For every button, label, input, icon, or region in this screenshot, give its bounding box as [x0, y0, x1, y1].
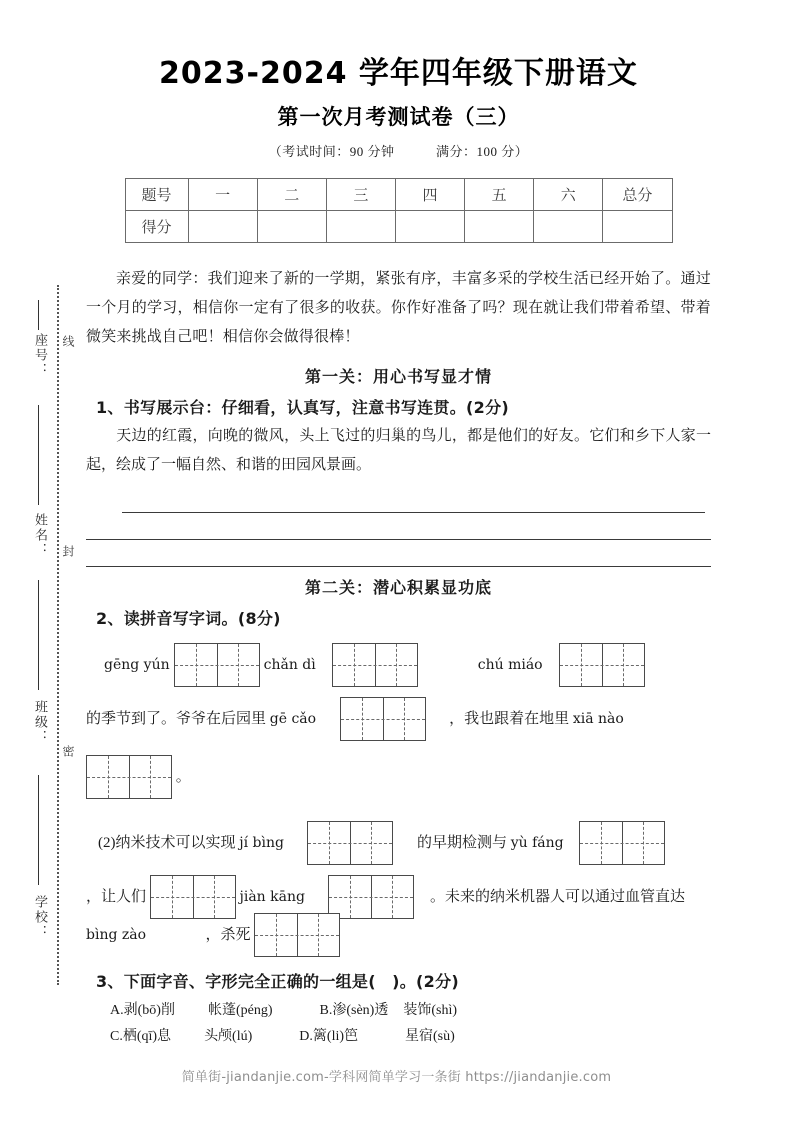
option-a-text1: 剥(bō)削	[123, 1003, 175, 1018]
grid-box-jiankang[interactable]	[150, 875, 236, 919]
score-col-6: 六	[534, 179, 603, 211]
s1-part1: 的季节到了。爷爷在后园里	[86, 711, 267, 727]
score-cell-1[interactable]	[188, 211, 257, 243]
grid-hdash	[580, 843, 664, 844]
page-title: 2023-2024 学年四年级下册语文	[159, 56, 638, 91]
score-col-3: 三	[326, 179, 395, 211]
grid-vdash-a	[196, 644, 197, 686]
score-table-label-qno: 题号	[125, 179, 188, 211]
score-col-total: 总分	[603, 179, 672, 211]
grid-vdash-a	[601, 822, 602, 864]
exam-info	[86, 141, 711, 160]
score-cell-5[interactable]	[465, 211, 534, 243]
seal-dotted-line	[57, 285, 59, 985]
pinyin-xianao: xiā nào	[572, 711, 624, 727]
option-d-text1: 篱(li)笆	[312, 1029, 359, 1044]
fill-sentence-1	[86, 697, 711, 741]
pinyin-jiankang: jiàn kāng	[239, 889, 305, 905]
grid-box-bingzao[interactable]	[254, 913, 340, 957]
s2-part3: ，让人们	[86, 889, 147, 905]
seal-divider-1	[38, 300, 39, 330]
grid-vdash-b	[623, 644, 624, 686]
question-1-heading: 1、书写展示台：仔细看，认真写，注意书写连贯。(2分)	[96, 398, 509, 417]
option-b-text2: 装饰(shì)	[403, 1003, 458, 1018]
grid-hdash	[255, 935, 339, 936]
exam-duration: （考试时间：90 分钟	[268, 144, 395, 159]
seal-char-seal: 封	[61, 545, 75, 557]
s2-part2: 的早期检测与	[416, 835, 507, 851]
page-footer-watermark: 简单街-jiandanjie.com-学科网简单学习一条街 https://jiandanjie.com	[181, 1070, 612, 1085]
grid-vdash-a	[276, 914, 277, 956]
grid-vdash-a	[350, 876, 351, 918]
grid-box-chumiao[interactable]	[559, 643, 645, 687]
section-heading-gate-2: 第二关：潜心积累显功底	[304, 578, 492, 597]
seal-char-line: 线	[61, 335, 75, 347]
grid-vdash-a	[108, 756, 109, 798]
option-a-label[interactable]: A.	[110, 1003, 124, 1018]
score-cell-total[interactable]	[603, 211, 672, 243]
handwriting-answer-area	[86, 486, 711, 567]
grid-hdash	[333, 665, 417, 666]
question-3-options-row-1	[86, 998, 711, 1024]
option-d-text2: 星宿(sù)	[405, 1029, 455, 1044]
option-c-text2: 头颅(lú)	[204, 1029, 253, 1044]
pinyin-gengyun: gēng yún	[104, 657, 170, 673]
fill-sentence-2-tail	[86, 913, 711, 957]
section-heading-gate-1: 第一关：用心书写显才情	[304, 367, 492, 386]
seal-divider-3	[38, 580, 39, 690]
pinyin-gecao: gē cǎo	[269, 711, 317, 727]
option-a-text2: 帐蓬(péng)	[207, 1003, 273, 1018]
student-name-label: 姓名：	[32, 513, 47, 558]
score-col-5: 五	[465, 179, 534, 211]
school-label: 学校：	[32, 895, 47, 940]
score-table	[125, 178, 673, 243]
intro-text: 亲爱的同学：我们迎来了新的一学期，紧张有序，丰富多采的学校生活已经开始了。通过一个月的学习，相信你一定有了很多的收获。你作好准备了吗？现在就让我们带着希望、带着微笑来挑战自己吧！相信你会做得很棒！	[86, 271, 711, 345]
grid-box-s2-extra[interactable]	[328, 875, 414, 919]
grid-vdash-b	[371, 822, 372, 864]
score-cell-2[interactable]	[257, 211, 326, 243]
grid-vdash-a	[172, 876, 173, 918]
class-label: 班级：	[32, 700, 47, 745]
grid-hdash	[175, 665, 259, 666]
write-line-2[interactable]	[86, 513, 711, 540]
grid-box-xianao[interactable]	[86, 755, 172, 799]
grid-box-gengyun[interactable]	[174, 643, 260, 687]
option-b-text1: 渗(sèn)透	[332, 1003, 389, 1018]
write-line-3[interactable]	[86, 540, 711, 567]
intro-paragraph	[86, 265, 711, 352]
s1-part3: 。	[175, 769, 191, 785]
write-line-1[interactable]	[122, 486, 705, 513]
seat-number-label: 座号：	[32, 333, 47, 378]
score-col-2: 二	[257, 179, 326, 211]
s1-part2: ，我也跟着在地里	[449, 711, 570, 727]
pinyin-chumiao: chú miáo	[477, 657, 543, 673]
grid-vdash-b	[396, 644, 397, 686]
grid-hdash	[87, 777, 171, 778]
grid-vdash-b	[214, 876, 215, 918]
grid-box-chandi[interactable]	[332, 643, 418, 687]
page-subtitle: 第一次月考测试卷（三）	[277, 105, 520, 129]
pinyin-jibing: jí bìng	[239, 835, 284, 851]
grid-vdash-a	[581, 644, 582, 686]
seal-line-strip	[0, 0, 78, 1122]
table-row-header	[125, 179, 672, 211]
option-b-label[interactable]: B.	[319, 1003, 333, 1018]
s2-part4: 。未来的纳米机器人可以通过血管直达	[429, 889, 685, 905]
exam-paper-body	[86, 0, 711, 1050]
pinyin-word-row	[86, 643, 711, 687]
grid-vdash-b	[238, 644, 239, 686]
score-cell-6[interactable]	[534, 211, 603, 243]
grid-hdash	[329, 897, 413, 898]
seal-char-secret: 密	[61, 745, 75, 757]
option-d-label[interactable]: D.	[299, 1029, 313, 1044]
seal-divider-4	[38, 775, 39, 885]
fill-sentence-2-continued	[86, 875, 711, 919]
grid-vdash-a	[354, 644, 355, 686]
grid-hdash	[308, 843, 392, 844]
score-col-1: 一	[188, 179, 257, 211]
grid-box-jibing[interactable]	[307, 821, 393, 865]
score-cell-3[interactable]	[326, 211, 395, 243]
grid-hdash	[560, 665, 644, 666]
exam-total-score: 满分：100 分）	[436, 144, 529, 159]
grid-vdash-b	[150, 756, 151, 798]
grid-vdash-a	[329, 822, 330, 864]
fill-sentence-2	[86, 821, 711, 865]
table-row-scores	[125, 211, 672, 243]
score-col-4: 四	[395, 179, 464, 211]
q1-body: 天边的红霞，向晚的微风，头上飞过的归巢的鸟儿，都是他们的好友。它们和乡下人家一起，绘成了一幅自然、和谐的田园风景画。	[86, 428, 711, 473]
grid-vdash-b	[318, 914, 319, 956]
grid-vdash-a	[362, 698, 363, 740]
grid-hdash	[151, 897, 235, 898]
pinyin-yufang: yù fáng	[510, 835, 564, 851]
grid-box-gecao[interactable]	[340, 697, 426, 741]
score-table-label-score: 得分	[125, 211, 188, 243]
s2-part1: (2)纳米技术可以实现	[98, 835, 236, 851]
seal-divider-2	[38, 405, 39, 505]
pinyin-chandi: chǎn dì	[263, 657, 316, 673]
grid-vdash-b	[392, 876, 393, 918]
fill-sentence-1-continued	[86, 755, 711, 799]
question-3-options-row-2	[86, 1024, 711, 1050]
option-c-text1: 栖(qī)息	[122, 1029, 172, 1044]
pinyin-bingzao: bìng zào	[86, 927, 147, 943]
score-cell-4[interactable]	[395, 211, 464, 243]
grid-vdash-b	[404, 698, 405, 740]
question-3-heading: 3、下面字音、字形完全正确的一组是( )。(2分)	[96, 972, 460, 991]
question-1-text	[86, 422, 711, 480]
grid-hdash	[341, 719, 425, 720]
s2-part5: ，杀死	[205, 927, 251, 943]
grid-vdash-b	[643, 822, 644, 864]
grid-box-yufang[interactable]	[579, 821, 665, 865]
option-c-label[interactable]: C.	[110, 1029, 123, 1044]
question-2-heading: 2、读拼音写字词。(8分)	[96, 609, 281, 628]
